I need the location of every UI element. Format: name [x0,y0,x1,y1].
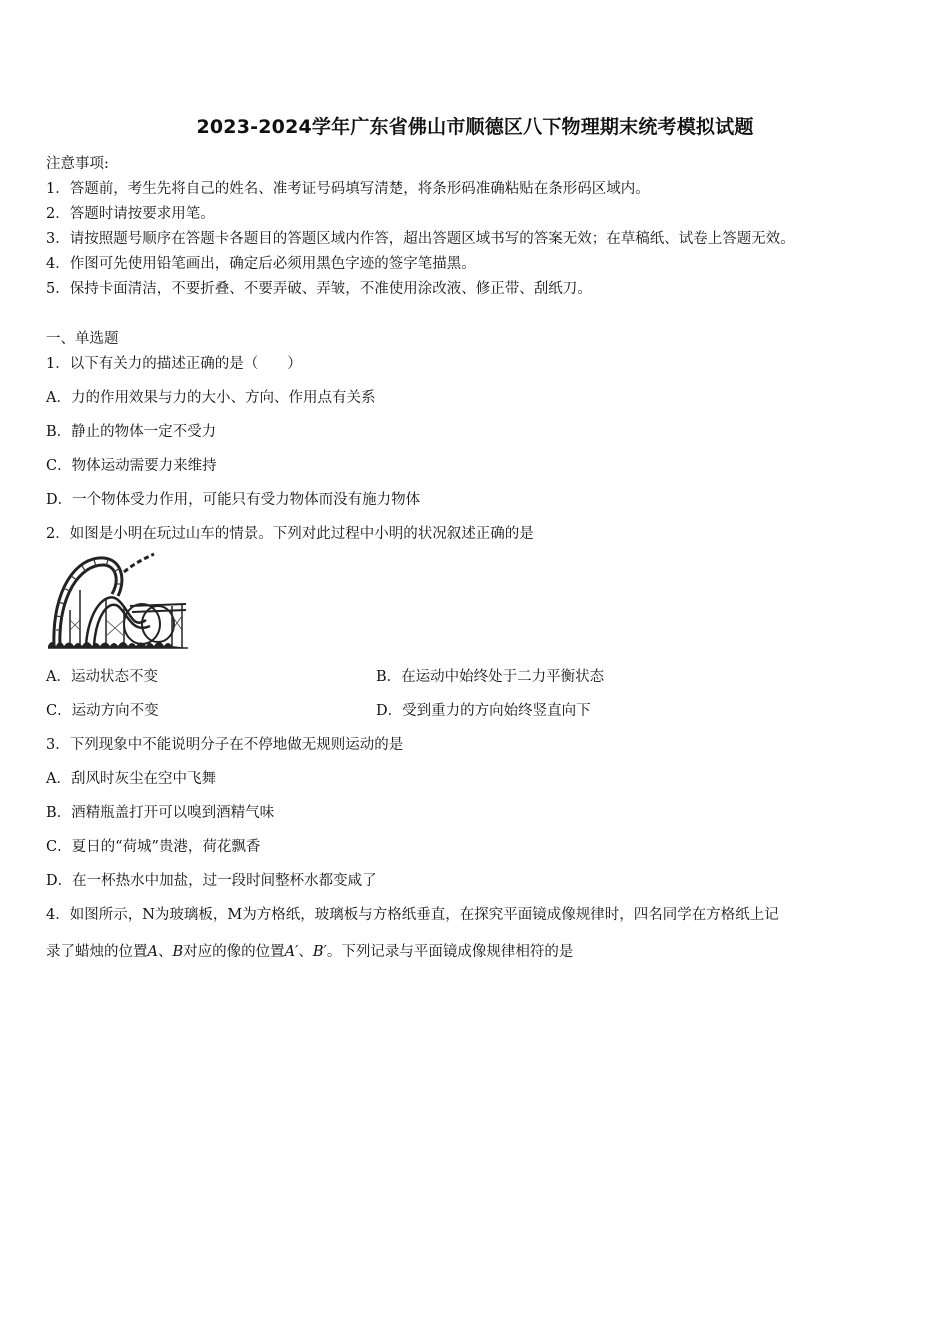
question-3-option-c: C．夏日的“荷城”贵港，荷花飘香 [46,839,261,855]
question-4-stem-line2 [46,940,573,961]
text-segment: 对应的像的位置 [183,944,285,960]
page-title: 2023-2024学年广东省佛山市顺德区八下物理期末统考模拟试题 [196,116,754,138]
notice-item: 4．作图可先使用铅笔画出，确定后必须用黑色字迹的签字笔描黑。 [46,256,476,272]
roller-coaster-image [46,550,190,650]
question-1-option-d: D．一个物体受力作用，可能只有受力物体而没有施力物体 [46,492,421,508]
section-heading: 一、单选题 [46,331,119,347]
question-2-option-d: D．受到重力的方向始终竖直向下 [376,703,591,719]
variable-b-prime: B′ [312,944,327,960]
text-segment: 、 [157,944,173,960]
question-3-option-d: D．在一杯热水中加盐，过一段时间整杯水都变咸了 [46,873,377,889]
notice-item: 5．保持卡面清洁，不要折叠、不要弄破、弄皱，不准使用涂改液、修正带、刮纸刀。 [46,281,592,297]
variable-a-prime: A′ [284,944,299,960]
question-2-option-c: C．运动方向不变 [46,703,159,719]
notice-item: 2．答题时请按要求用笔。 [46,206,215,222]
question-1-option-c: C．物体运动需要力来维持 [46,458,217,474]
variable-a: A [147,944,158,960]
question-1-option-b: B．静止的物体一定不受力 [46,424,217,440]
question-1-stem: 1．以下有关力的描述正确的是（ ） [46,356,302,372]
text-segment: 、 [298,944,313,960]
question-1-option-a: A．力的作用效果与力的大小、方向、作用点有关系 [46,390,376,406]
notice-item: 3．请按照题号顺序在答题卡各题目的答题区域内作答，超出答题区域书写的答案无效；在草稿纸、试卷上答题无效。 [46,231,795,247]
question-3-option-b: B．酒精瓶盖打开可以嗅到酒精气味 [46,805,275,821]
text-segment: 。下列记录与平面镜成像规律相符的是 [326,944,574,960]
notice-item: 1．答题前，考生先将自己的姓名、准考证号码填写清楚，将条形码准确粘贴在条形码区域内。 [46,181,650,197]
variable-b: B [172,944,184,960]
question-3-option-a: A．刮风时灰尘在空中飞舞 [46,771,216,787]
question-2-option-b: B．在运动中始终处于二力平衡状态 [376,669,605,685]
text-segment: 录了蜡烛的位置 [46,944,148,960]
question-2-option-a: A．运动状态不变 [46,669,158,685]
question-4-stem-line1: 4．如图所示，N为玻璃板，M为方格纸，玻璃板与方格纸垂直，在探究平面镜成像规律时，四名同学在方格纸上记 [46,907,779,923]
question-3-stem: 3．下列现象中不能说明分子在不停地做无规则运动的是 [46,737,404,753]
question-2-stem: 2．如图是小明在玩过山车的情景。下列对此过程中小明的状况叙述正确的是 [46,526,534,542]
notice-heading: 注意事项: [46,156,109,172]
